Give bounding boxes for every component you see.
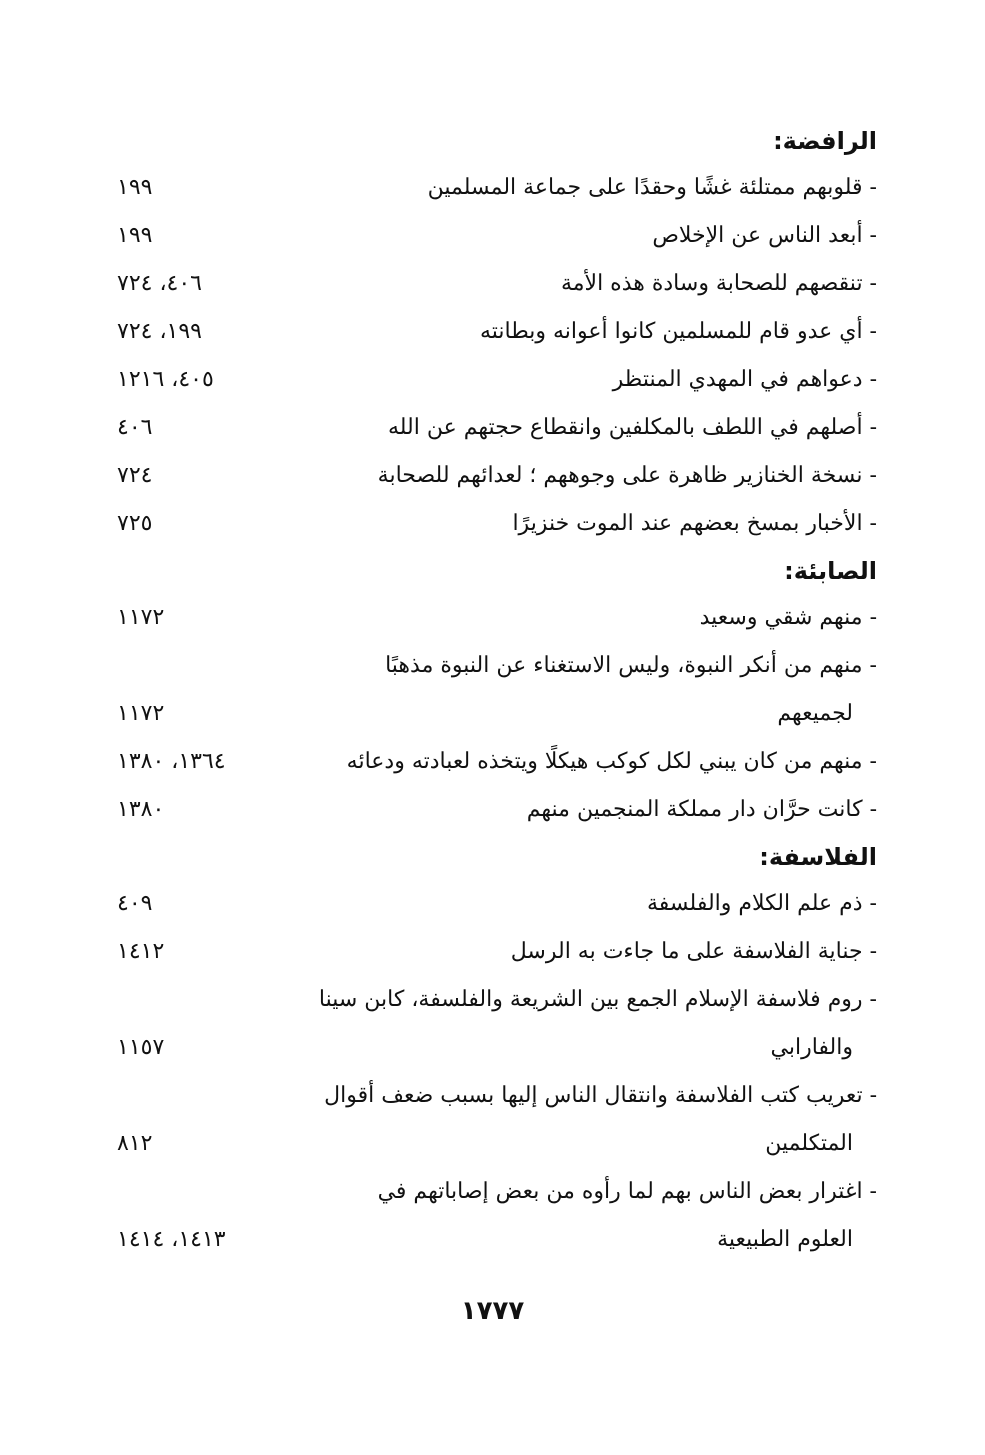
entry-page-refs: ١٣٦٤، ١٣٨٠ xyxy=(117,749,226,774)
entry-text: - تعريب كتب الفلاسفة وانتقال الناس إليها بسبب ضعف أقوال xyxy=(324,1083,877,1108)
entry-text: - قلوبهم ممتلئة غشًا وحقدًا على جماعة المسلمين xyxy=(427,175,877,200)
entry-page-refs: ٤٠٦ xyxy=(117,415,153,440)
entry-text-continuation: لجميعهم xyxy=(777,701,853,726)
entry-text-block xyxy=(307,1072,877,1168)
entry-text-continuation: العلوم الطبيعية xyxy=(717,1227,853,1252)
entry-text-block xyxy=(307,260,877,308)
entry-page-refs: ١٩٩، ٧٢٤ xyxy=(117,319,202,344)
entry-text-block xyxy=(307,738,877,786)
entry-text: - نسخة الخنازير ظاهرة على وجوههم ؛ لعدائهم للصحابة xyxy=(377,463,877,488)
entry-text: - أصلهم في اللطف بالمكلفين وانقطاع حجتهم عن الله xyxy=(387,415,877,440)
entry-page-refs: ١١٧٢ xyxy=(117,701,165,726)
entry-text-continuation: والفارابي xyxy=(770,1035,853,1060)
entry-text-block xyxy=(307,452,877,500)
entry-text-block xyxy=(307,164,877,212)
index-entry xyxy=(117,1168,877,1264)
entry-page-refs: ٧٢٥ xyxy=(117,511,153,536)
entry-page-refs: ١١٧٢ xyxy=(117,605,165,630)
index-entry xyxy=(117,738,877,786)
entry-text-block xyxy=(307,356,877,404)
entry-text: - دعواهم في المهدي المنتظر xyxy=(612,367,877,392)
entry-page-refs: ٤٠٦، ٧٢٤ xyxy=(117,271,202,296)
index-entry xyxy=(117,594,877,642)
entry-page-refs: ٤٠٥، ١٢١٦ xyxy=(117,367,214,392)
entry-text: - ذم علم الكلام والفلسفة xyxy=(647,891,877,916)
entry-page-refs: ١١٥٧ xyxy=(117,1035,165,1060)
entry-text-block xyxy=(307,1168,877,1264)
entry-page-refs: ١٣٨٠ xyxy=(117,797,165,822)
entry-text-block xyxy=(307,594,877,642)
entry-text-block xyxy=(307,642,877,738)
entry-text-block xyxy=(307,212,877,260)
entry-text-block xyxy=(307,976,877,1072)
index-entry xyxy=(117,880,877,928)
entry-text-continuation: المتكلمين xyxy=(765,1131,853,1156)
index-entry xyxy=(117,786,877,834)
entry-page-refs: ١٤١٣، ١٤١٤ xyxy=(117,1227,226,1252)
section-title: الفلاسفة: xyxy=(759,843,877,871)
entry-text: - منهم من كان يبني لكل كوكب هيكلًا ويتخذه لعبادته ودعائه xyxy=(346,749,877,774)
section-title: الرافضة: xyxy=(773,127,877,155)
entry-text: - اغترار بعض الناس بهم لما رأوه من بعض إصاباتهم في xyxy=(377,1179,877,1204)
entry-page-refs: ١٩٩ xyxy=(117,175,153,200)
entry-text: - جناية الفلاسفة على ما جاءت به الرسل xyxy=(510,939,877,964)
index-entry xyxy=(117,404,877,452)
index-entry xyxy=(117,642,877,738)
index-entry xyxy=(117,928,877,976)
entry-text-block xyxy=(307,786,877,834)
entry-text: - تنقصهم للصحابة وسادة هذه الأمة xyxy=(560,271,877,296)
index-entry xyxy=(117,212,877,260)
index-entry xyxy=(117,452,877,500)
index-entry xyxy=(117,976,877,1072)
entry-page-refs: ٨١٢ xyxy=(117,1131,153,1156)
entry-text-block xyxy=(307,404,877,452)
entry-text: - منهم من أنكر النبوة، وليس الاستغناء عن النبوة مذهبًا xyxy=(385,653,877,678)
index-entry xyxy=(117,356,877,404)
index-entry xyxy=(117,500,877,548)
entry-text: - روم فلاسفة الإسلام الجمع بين الشريعة والفلسفة، كابن سينا xyxy=(318,987,877,1012)
entry-page-refs: ١٩٩ xyxy=(117,223,153,248)
entry-text-block xyxy=(307,880,877,928)
entry-text: - الأخبار بمسخ بعضهم عند الموت خنزيرًا xyxy=(512,511,877,536)
entry-page-refs: ٧٢٤ xyxy=(117,463,153,488)
entry-page-refs: ١٤١٢ xyxy=(117,939,165,964)
entry-text-block xyxy=(307,308,877,356)
index-entry xyxy=(117,164,877,212)
index-entry xyxy=(117,260,877,308)
index-list xyxy=(117,118,877,1264)
entry-text-block xyxy=(307,928,877,976)
entry-page-refs: ٤٠٩ xyxy=(117,891,153,916)
index-entry xyxy=(117,308,877,356)
entry-text: - أي عدو قام للمسلمين كانوا أعوانه وبطانته xyxy=(479,319,877,344)
entry-text: - أبعد الناس عن الإخلاص xyxy=(652,223,877,248)
entry-text-block xyxy=(307,500,877,548)
index-entry xyxy=(117,1072,877,1168)
page-number: ١٧٧٧ xyxy=(460,1296,525,1326)
section-title: الصابئة: xyxy=(784,557,877,585)
entry-text: - كانت حرَّان دار مملكة المنجمين منهم xyxy=(526,797,877,822)
entry-text: - منهم شقي وسعيد xyxy=(699,605,877,630)
